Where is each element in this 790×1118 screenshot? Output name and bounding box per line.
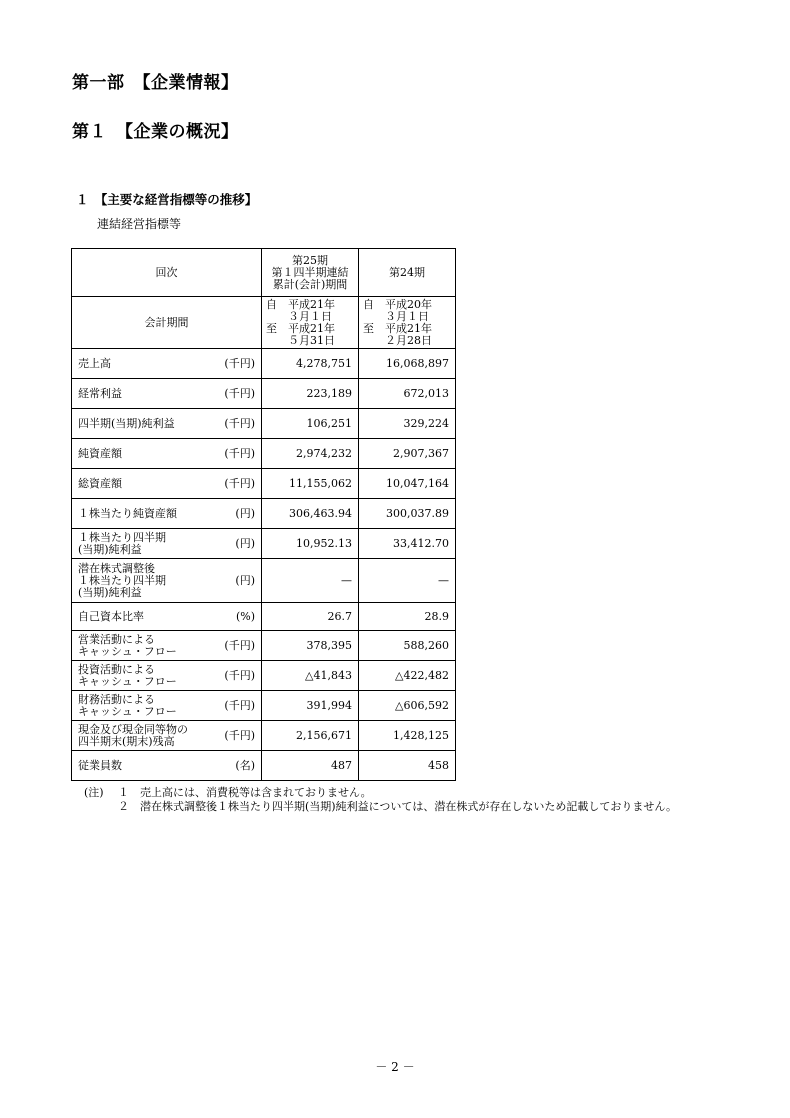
table-row bbox=[72, 499, 456, 529]
prior-period-value: 1,428,125 bbox=[359, 721, 456, 751]
table-row bbox=[72, 409, 456, 439]
current-period-value: 223,189 bbox=[262, 379, 359, 409]
row-unit: (千円) bbox=[224, 728, 255, 742]
note-item bbox=[84, 786, 700, 800]
row-unit: (名) bbox=[235, 758, 255, 772]
row-label: 売上高 bbox=[78, 356, 111, 370]
current-period-value: △41,843 bbox=[262, 661, 359, 691]
current-period-value: — bbox=[262, 559, 359, 603]
table-row bbox=[72, 721, 456, 751]
row-label: 投資活動による キャッシュ・フロー bbox=[78, 662, 177, 688]
current-period-value: 4,278,751 bbox=[262, 349, 359, 379]
prior-period-value: 33,412.70 bbox=[359, 529, 456, 559]
row-label: 従業員数 bbox=[78, 758, 122, 772]
table-row bbox=[72, 349, 456, 379]
row-label-cell bbox=[72, 559, 262, 603]
row-label-cell bbox=[72, 529, 262, 559]
notes-prefix: (注) bbox=[84, 786, 104, 799]
row-label: 自己資本比率 bbox=[78, 609, 144, 623]
row-unit: (千円) bbox=[224, 476, 255, 490]
header-label: 回次 bbox=[72, 249, 262, 297]
table-row bbox=[72, 379, 456, 409]
row-label: 総資産額 bbox=[78, 476, 122, 490]
prior-period-value: 16,068,897 bbox=[359, 349, 456, 379]
header-row bbox=[72, 249, 456, 297]
table-row bbox=[72, 603, 456, 631]
note-number: １ bbox=[118, 786, 129, 799]
col1-period: 自 平成21年 ３月１日 至 平成21年 ５月31日 bbox=[262, 297, 359, 349]
row-label-cell bbox=[72, 499, 262, 529]
prior-period-value: △606,592 bbox=[359, 691, 456, 721]
row-unit: (千円) bbox=[224, 416, 255, 430]
period-label: 会計期間 bbox=[72, 297, 262, 349]
note-text: 潜在株式調整後１株当たり四半期(当期)純利益については、潜在株式が存在しないため記載しておりません。 bbox=[140, 800, 678, 813]
row-label: 経常利益 bbox=[78, 386, 122, 400]
row-label-cell bbox=[72, 469, 262, 499]
current-period-value: 10,952.13 bbox=[262, 529, 359, 559]
row-label-cell bbox=[72, 721, 262, 751]
current-period-value: 106,251 bbox=[262, 409, 359, 439]
prior-period-value: 300,037.89 bbox=[359, 499, 456, 529]
row-unit: (千円) bbox=[224, 356, 255, 370]
row-label-cell bbox=[72, 379, 262, 409]
row-unit: (千円) bbox=[224, 446, 255, 460]
row-label: 現金及び現金同等物の 四半期末(期末)残高 bbox=[78, 722, 188, 748]
current-period-value: 11,155,062 bbox=[262, 469, 359, 499]
prior-period-value: — bbox=[359, 559, 456, 603]
row-label: １株当たり四半期 (当期)純利益 bbox=[78, 530, 166, 556]
subtitle: 連結経営指標等 bbox=[97, 217, 182, 231]
table-row bbox=[72, 661, 456, 691]
table-row bbox=[72, 529, 456, 559]
row-unit: (千円) bbox=[224, 386, 255, 400]
row-label-cell bbox=[72, 691, 262, 721]
col1-header: 第25期 第１四半期連結 累計(会計)期間 bbox=[262, 249, 359, 297]
current-period-value: 306,463.94 bbox=[262, 499, 359, 529]
row-unit: (%) bbox=[235, 609, 255, 623]
section-title: １ 【主要な経営指標等の推移】 bbox=[76, 192, 258, 207]
prior-period-value: 588,260 bbox=[359, 631, 456, 661]
table-row bbox=[72, 559, 456, 603]
current-period-value: 487 bbox=[262, 751, 359, 781]
row-unit: (円) bbox=[235, 506, 255, 520]
row-label: １株当たり純資産額 bbox=[78, 506, 177, 520]
table-row bbox=[72, 469, 456, 499]
note-item bbox=[84, 800, 700, 814]
current-period-value: 391,994 bbox=[262, 691, 359, 721]
table-row bbox=[72, 691, 456, 721]
part-title: 第一部 【企業情報】 bbox=[72, 73, 239, 93]
financial-indicators-table bbox=[71, 248, 456, 781]
col2-header: 第24期 bbox=[359, 249, 456, 297]
row-label-cell bbox=[72, 751, 262, 781]
prior-period-value: 672,013 bbox=[359, 379, 456, 409]
prior-period-value: 2,907,367 bbox=[359, 439, 456, 469]
row-label: 営業活動による キャッシュ・フロー bbox=[78, 632, 177, 658]
row-label-cell bbox=[72, 631, 262, 661]
row-label: 四半期(当期)純利益 bbox=[78, 416, 175, 430]
table-row bbox=[72, 751, 456, 781]
note-number: ２ bbox=[118, 800, 129, 813]
current-period-value: 378,395 bbox=[262, 631, 359, 661]
prior-period-value: 28.9 bbox=[359, 603, 456, 631]
col2-period: 自 平成20年 ３月１日 至 平成21年 ２月28日 bbox=[359, 297, 456, 349]
page-number: － 2 － bbox=[375, 1060, 415, 1074]
row-label-cell bbox=[72, 661, 262, 691]
row-unit: (千円) bbox=[224, 668, 255, 682]
prior-period-value: △422,482 bbox=[359, 661, 456, 691]
prior-period-value: 458 bbox=[359, 751, 456, 781]
period-row bbox=[72, 297, 456, 349]
current-period-value: 2,156,671 bbox=[262, 721, 359, 751]
row-unit: (千円) bbox=[224, 638, 255, 652]
row-label-cell bbox=[72, 349, 262, 379]
row-label-cell bbox=[72, 439, 262, 469]
row-unit: (千円) bbox=[224, 698, 255, 712]
current-period-value: 26.7 bbox=[262, 603, 359, 631]
note-text: 売上高には、消費税等は含まれておりません。 bbox=[140, 786, 372, 799]
row-label: 財務活動による キャッシュ・フロー bbox=[78, 692, 177, 718]
current-period-value: 2,974,232 bbox=[262, 439, 359, 469]
row-label-cell bbox=[72, 409, 262, 439]
chapter-title: 第１ 【企業の概況】 bbox=[72, 122, 239, 142]
notes bbox=[84, 786, 700, 814]
row-label: 純資産額 bbox=[78, 446, 122, 460]
table-row bbox=[72, 631, 456, 661]
row-label: 潜在株式調整後 １株当たり四半期 (当期)純利益 bbox=[78, 561, 166, 599]
row-unit: (円) bbox=[235, 573, 255, 587]
prior-period-value: 329,224 bbox=[359, 409, 456, 439]
prior-period-value: 10,047,164 bbox=[359, 469, 456, 499]
row-label-cell bbox=[72, 603, 262, 631]
row-unit: (円) bbox=[235, 536, 255, 550]
table-row bbox=[72, 439, 456, 469]
